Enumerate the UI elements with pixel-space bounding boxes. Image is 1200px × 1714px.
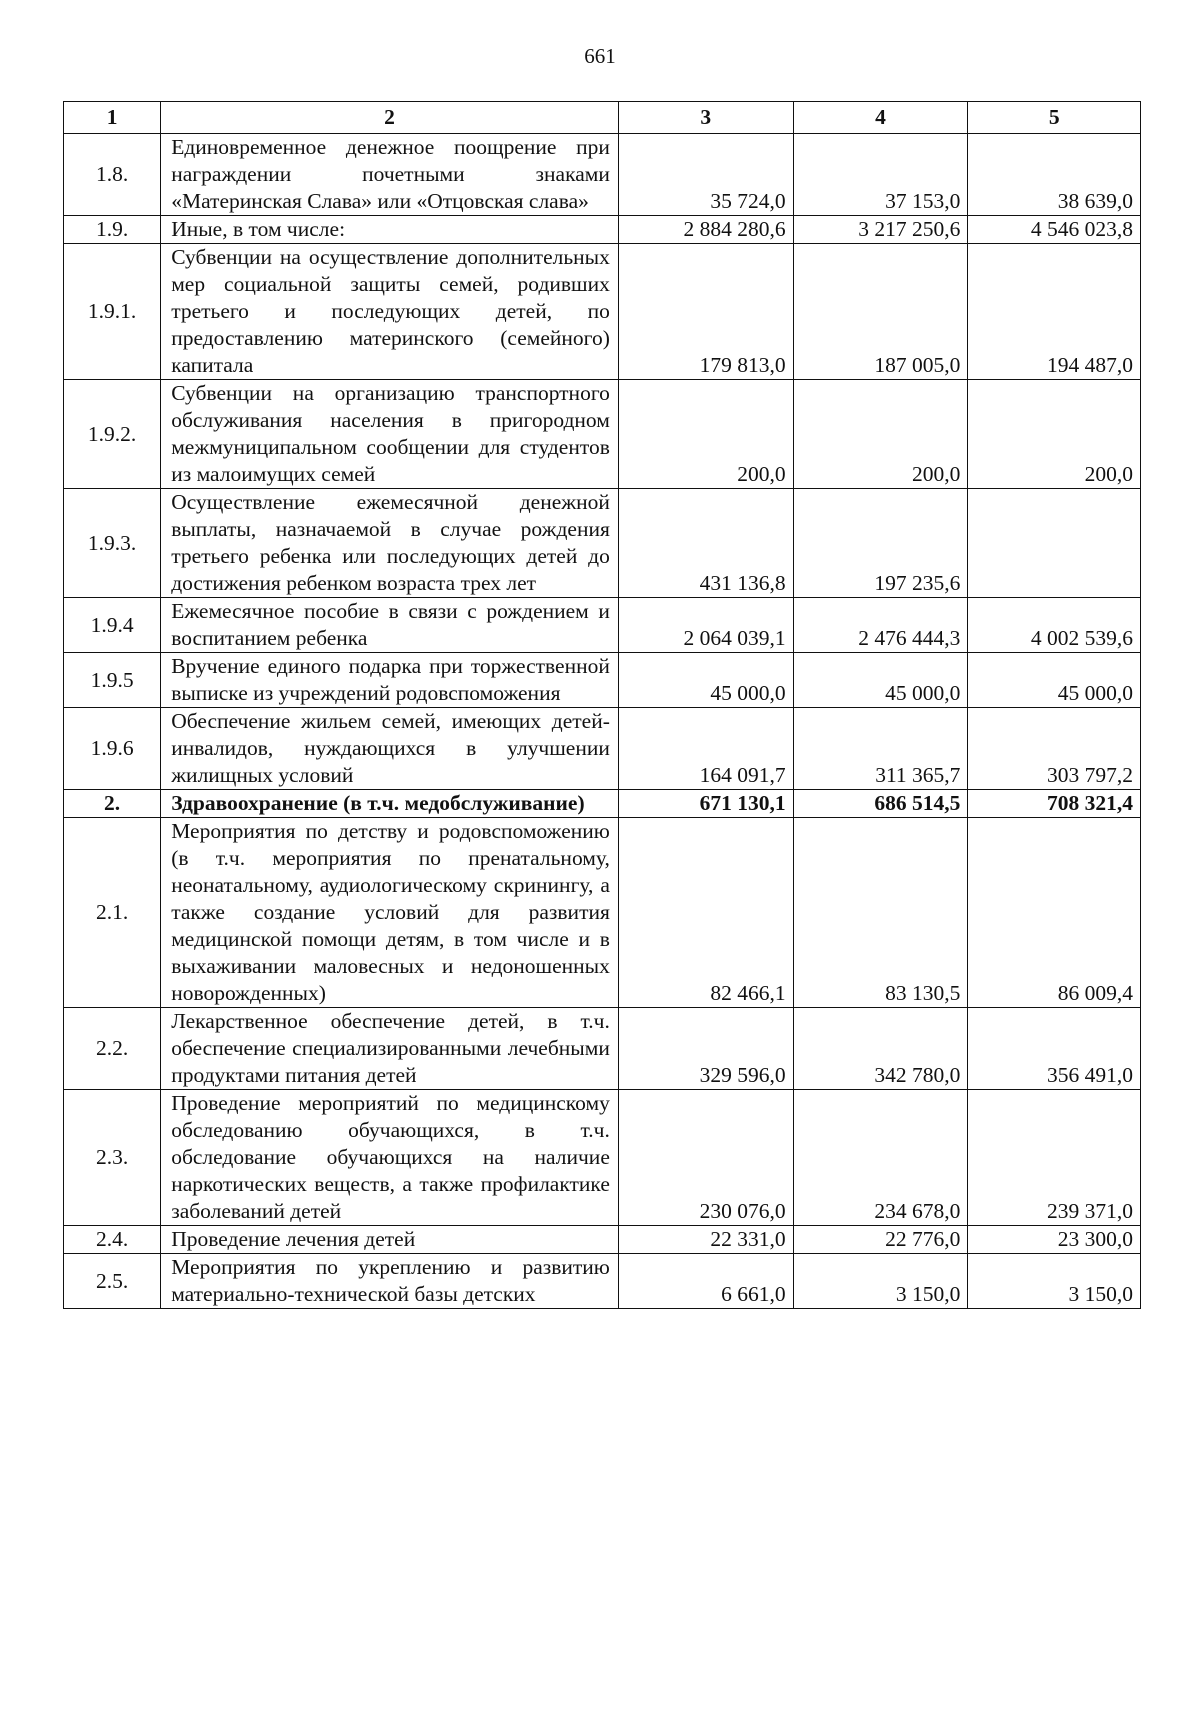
row-number: 1.8. (64, 134, 161, 216)
row-number: 1.9.2. (64, 380, 161, 489)
row-value-col4: 187 005,0 (793, 244, 968, 380)
row-value-col4: 45 000,0 (793, 653, 968, 708)
table-row-section (64, 790, 1141, 818)
row-name: Вручение единого подарка при торжественной выписке из учреждений родовспоможения (161, 653, 619, 708)
row-value-col3: 2 064 039,1 (618, 598, 793, 653)
table-row (64, 489, 1141, 598)
row-value-col5: 200,0 (968, 380, 1141, 489)
row-value-col4: 22 776,0 (793, 1226, 968, 1254)
row-name: Здравоохранение (в т.ч. медобслуживание) (161, 790, 619, 818)
row-name: Лекарственное обеспечение детей, в т.ч. обеспечение специализированными лечебными продуктами питания детей (161, 1008, 619, 1090)
row-value-col4: 2 476 444,3 (793, 598, 968, 653)
row-number: 1.9.1. (64, 244, 161, 380)
row-name: Субвенции на осуществление дополнительных мер социальной защиты семей, родивших третьего и последующих детей, по предоставлению материнского (семейного) капитала (161, 244, 619, 380)
row-name: Обеспечение жильем семей, имеющих детей-инвалидов, нуждающихся в улучшении жилищных условий (161, 708, 619, 790)
table-row (64, 598, 1141, 653)
header-col-3: 3 (618, 102, 793, 134)
table-row (64, 708, 1141, 790)
row-value-col5: 3 150,0 (968, 1254, 1141, 1309)
row-number: 1.9. (64, 216, 161, 244)
row-name: Проведение мероприятий по медицинскому обследованию обучающихся, в т.ч. обследование обучающихся на наличие наркотических веществ, а также профилактике заболеваний детей (161, 1090, 619, 1226)
row-value-col3: 6 661,0 (618, 1254, 793, 1309)
row-number: 1.9.6 (64, 708, 161, 790)
table-row (64, 134, 1141, 216)
row-value-col3: 2 884 280,6 (618, 216, 793, 244)
budget-table (63, 101, 1141, 1309)
table-header-row (64, 102, 1141, 134)
row-value-col3: 230 076,0 (618, 1090, 793, 1226)
row-value-col3: 200,0 (618, 380, 793, 489)
table-row (64, 216, 1141, 244)
page-number: 661 (584, 44, 616, 68)
row-value-col5: 356 491,0 (968, 1008, 1141, 1090)
header-col-2: 2 (161, 102, 619, 134)
row-value-col4: 3 217 250,6 (793, 216, 968, 244)
row-value-col5: 23 300,0 (968, 1226, 1141, 1254)
row-value-col3: 164 091,7 (618, 708, 793, 790)
row-value-col3: 22 331,0 (618, 1226, 793, 1254)
row-value-col4: 686 514,5 (793, 790, 968, 818)
row-value-col5: 4 546 023,8 (968, 216, 1141, 244)
table-row (64, 1226, 1141, 1254)
row-number: 2.5. (64, 1254, 161, 1309)
row-value-col3: 329 596,0 (618, 1008, 793, 1090)
row-value-col3: 35 724,0 (618, 134, 793, 216)
row-number: 2.2. (64, 1008, 161, 1090)
row-value-col5: 194 487,0 (968, 244, 1141, 380)
row-name: Иные, в том числе: (161, 216, 619, 244)
row-value-col4: 3 150,0 (793, 1254, 968, 1309)
row-value-col5: 4 002 539,6 (968, 598, 1141, 653)
row-name: Мероприятия по детству и родовспоможению (в т.ч. мероприятия по пренатальному, неонатальному, аудиологическому скринингу, а также создание условий для развития медицинской помощи детям, в том числе и в выхаживании маловесных и недоношенных новорожденных) (161, 818, 619, 1008)
row-value-col4: 83 130,5 (793, 818, 968, 1008)
row-number: 2. (64, 790, 161, 818)
row-name: Проведение лечения детей (161, 1226, 619, 1254)
table-row (64, 244, 1141, 380)
row-value-col3: 671 130,1 (618, 790, 793, 818)
row-value-col3: 431 136,8 (618, 489, 793, 598)
table-row (64, 818, 1141, 1008)
row-value-col5: 45 000,0 (968, 653, 1141, 708)
row-value-col4: 311 365,7 (793, 708, 968, 790)
row-value-col4: 200,0 (793, 380, 968, 489)
row-value-col5: 708 321,4 (968, 790, 1141, 818)
row-value-col5: 239 371,0 (968, 1090, 1141, 1226)
row-value-col5: 38 639,0 (968, 134, 1141, 216)
row-name: Единовременное денежное поощрение при награждении почетными знаками «Материнская Слава» или «Отцовская слава» (161, 134, 619, 216)
row-number: 2.1. (64, 818, 161, 1008)
row-value-col5: 86 009,4 (968, 818, 1141, 1008)
row-value-col3: 45 000,0 (618, 653, 793, 708)
table-row (64, 653, 1141, 708)
row-value-col5 (968, 489, 1141, 598)
row-value-col3: 82 466,1 (618, 818, 793, 1008)
row-value-col4: 197 235,6 (793, 489, 968, 598)
row-value-col4: 234 678,0 (793, 1090, 968, 1226)
table-row (64, 1254, 1141, 1309)
table-row (64, 1090, 1141, 1226)
row-number: 2.3. (64, 1090, 161, 1226)
row-name: Ежемесячное пособие в связи с рождением и воспитанием ребенка (161, 598, 619, 653)
row-number: 1.9.3. (64, 489, 161, 598)
table-row (64, 380, 1141, 489)
row-value-col4: 37 153,0 (793, 134, 968, 216)
row-name: Осуществление ежемесячной денежной выплаты, назначаемой в случае рождения третьего ребенка или последующих детей до достижения ребенком возраста трех лет (161, 489, 619, 598)
header-col-4: 4 (793, 102, 968, 134)
row-name: Субвенции на организацию транспортного обслуживания населения в пригородном межмуниципальном сообщении для студентов из малоимущих семей (161, 380, 619, 489)
table-row (64, 1008, 1141, 1090)
row-value-col5: 303 797,2 (968, 708, 1141, 790)
header-col-1: 1 (64, 102, 161, 134)
row-number: 1.9.4 (64, 598, 161, 653)
row-number: 2.4. (64, 1226, 161, 1254)
header-col-5: 5 (968, 102, 1141, 134)
row-name: Мероприятия по укреплению и развитию материально-технической базы детских (161, 1254, 619, 1309)
row-number: 1.9.5 (64, 653, 161, 708)
row-value-col3: 179 813,0 (618, 244, 793, 380)
row-value-col4: 342 780,0 (793, 1008, 968, 1090)
